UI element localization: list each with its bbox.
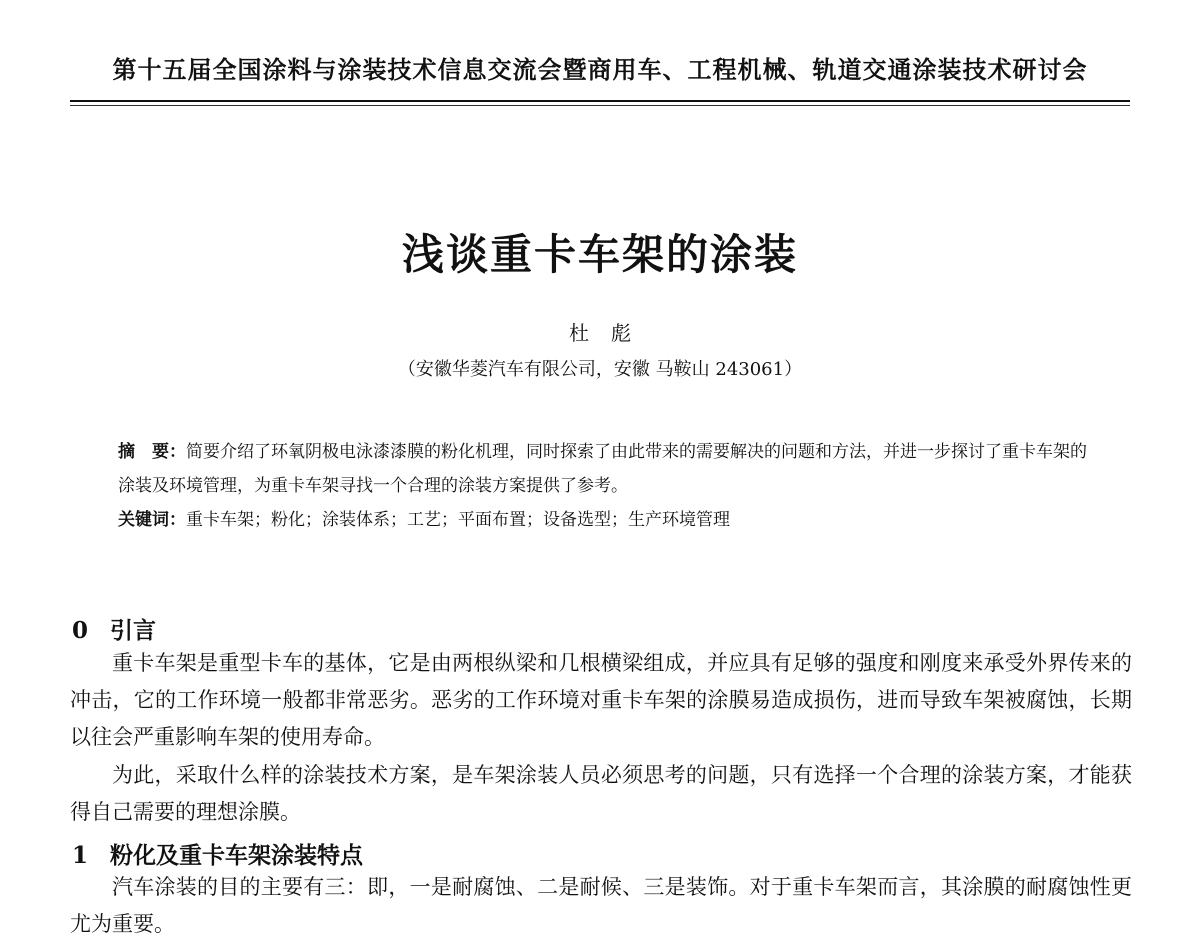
abstract-label: 摘 要： bbox=[118, 442, 186, 462]
header-rule-thin bbox=[70, 105, 1130, 106]
keywords-text: 重卡车架；粉化；涂装体系；工艺；平面布置；设备选型；生产环境管理 bbox=[186, 510, 730, 530]
author-affiliation: （安徽华菱汽车有限公司，安徽 马鞍山 243061） bbox=[397, 359, 803, 380]
section-number: 0 bbox=[72, 617, 89, 644]
section-0-paragraph-2: 为此，采取什么样的涂装技术方案，是车架涂装人员必须思考的问题，只有选择一个合理的涂装方案，才能获得自己需要的理想涂膜。 bbox=[70, 763, 1132, 824]
header-rule bbox=[70, 100, 1130, 102]
section-number: 1 bbox=[72, 842, 89, 869]
abstract-block bbox=[118, 435, 1098, 537]
paper-title: 浅谈重卡车架的涂装 bbox=[401, 230, 798, 279]
author-name: 杜彪 bbox=[569, 321, 653, 345]
section-title: 引言 bbox=[110, 618, 157, 644]
abstract-text: 简要介绍了环氧阴极电泳漆漆膜的粉化机理，同时探索了由此带来的需要解决的问题和方法，并进一步探讨了重卡车架的涂装及环境管理，为重卡车架寻找一个合理的涂装方案提供了参考。 bbox=[118, 442, 1087, 496]
keywords-line bbox=[118, 503, 1098, 537]
section-0-paragraph-1: 重卡车架是重型卡车的基体，它是由两根纵梁和几根横梁组成，并应具有足够的强度和刚度来承受外界传来的冲击，它的工作环境一般都非常恶劣。恶劣的工作环境对重卡车架的涂膜易造成损伤，进而导致车架被腐蚀，长期以往会严重影响车架的使用寿命。 bbox=[70, 651, 1132, 749]
section-heading-0 bbox=[72, 612, 156, 645]
section-title: 粉化及重卡车架涂装特点 bbox=[110, 843, 364, 869]
keywords-label: 关键词： bbox=[118, 510, 186, 530]
section-heading-1 bbox=[72, 837, 363, 870]
conference-header: 第十五届全国涂料与涂装技术信息交流会暨商用车、工程机械、轨道交通涂装技术研讨会 bbox=[112, 55, 1088, 84]
abstract-paragraph bbox=[118, 435, 1098, 503]
section-1-paragraph-1: 汽车涂装的目的主要有三：即，一是耐腐蚀、二是耐候、三是装饰。对于重卡车架而言，其涂膜的耐腐蚀性更尤为重要。 bbox=[70, 875, 1132, 936]
